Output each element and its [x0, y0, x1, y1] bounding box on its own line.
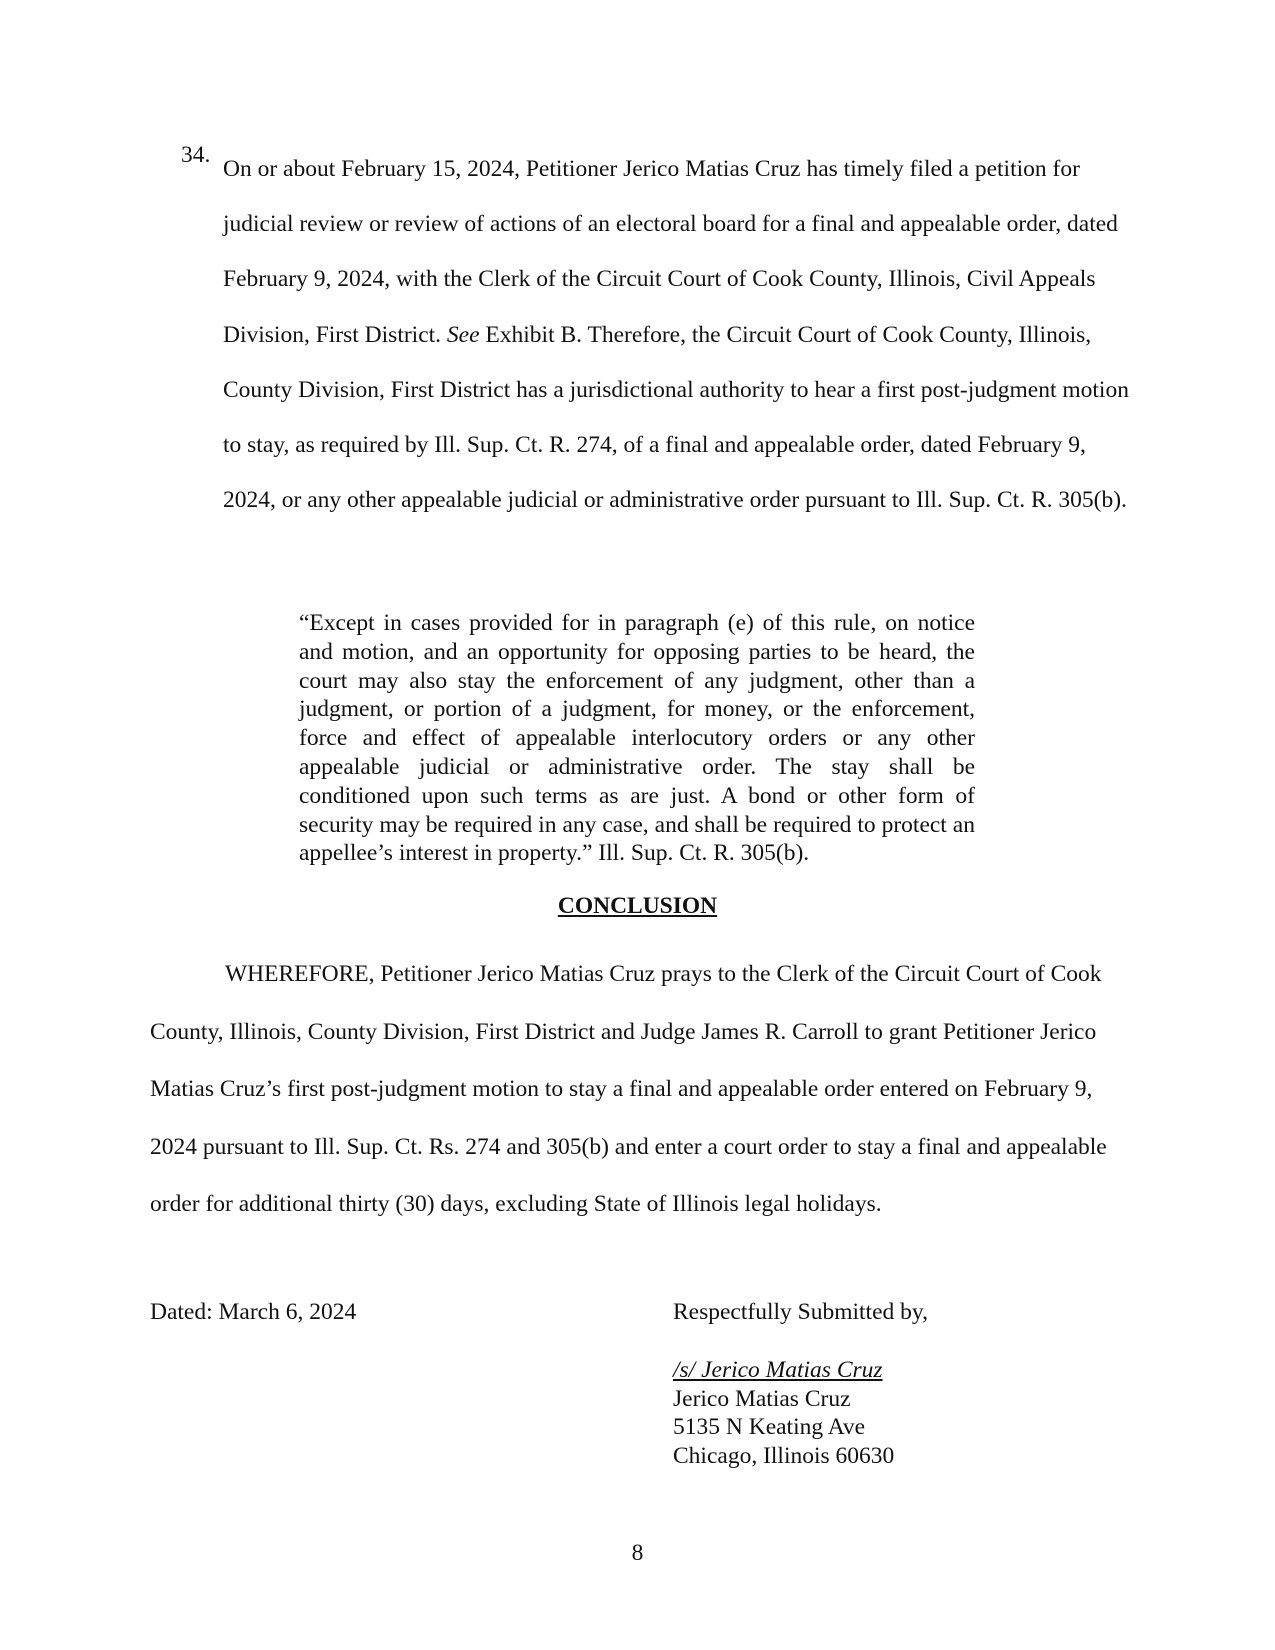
conclusion-heading: CONCLUSION	[557, 893, 718, 919]
signer-street: 5135 N Keating Ave	[673, 1414, 866, 1441]
date-line: Dated: March 6, 2024	[150, 1299, 357, 1325]
see-signal: See	[446, 321, 480, 348]
paragraph-34	[181, 142, 1141, 528]
respectfully-submitted: Respectfully Submitted by,	[673, 1299, 928, 1325]
paragraph-text	[223, 142, 1141, 528]
page-number: 8	[631, 1540, 644, 1566]
signer-city: Chicago, Illinois 60630	[673, 1443, 895, 1470]
paragraph-text-part-2: Exhibit B. Therefore, the Circuit Court of Cook County, Illinois, County Division, First District has a jurisdictional authority to hear a first post-judgment motion to stay, as required by Ill. Sup. Ct. R. 274, of a final and appealable order, dated February 9, 2024, or any other appealable judicial or administrative order pursuant to Ill. Sup. Ct. R. 305(b).	[223, 321, 1129, 514]
paragraph-number: 34.	[181, 142, 211, 168]
conclusion-paragraph: WHEREFORE, Petitioner Jerico Matias Cruz prays to the Clerk of the Circuit Court of Cook County, Illinois, County Division, First District and Judge James R. Carroll to grant Petitioner Jerico Matias Cruz’s first post-judgment motion to stay a final and appealable order entered on February 9, 2024 pursuant to Ill. Sup. Ct. Rs. 274 and 305(b) and enter a court order to stay a final and appealable order for additional thirty (30) days, excluding State of Illinois legal holidays.	[150, 961, 1107, 1217]
signature-block	[673, 1356, 894, 1471]
signer-name: Jerico Matias Cruz	[673, 1385, 851, 1412]
block-quote: “Except in cases provided for in paragraph (e) of this rule, on notice and motion, and an opportunity for opposing parties to be heard, the court may also stay the enforcement of any judgment, other than a judgment, or portion of a judgment, for money, or the enforcement, force and effect of appealable interlocutory orders or any other appealable judicial or administrative order. The stay shall be conditioned upon such terms as are just. A bond or other form of security may be required in any case, and shall be required to protect an appellee’s interest in property.” Ill. Sup. Ct. R. 305(b).	[299, 610, 975, 867]
electronic-signature: /s/ Jerico Matias Cruz	[673, 1357, 883, 1383]
paragraph-text-part-1: On or about February 15, 2024, Petitioner Jerico Matias Cruz has timely filed a petition for judicial review or review of actions of an electoral board for a final and appealable order, dated February 9, 2024, with the Clerk of the Circuit Court of Cook County, Illinois, Civil Appeals Division, First District.	[223, 156, 1118, 348]
